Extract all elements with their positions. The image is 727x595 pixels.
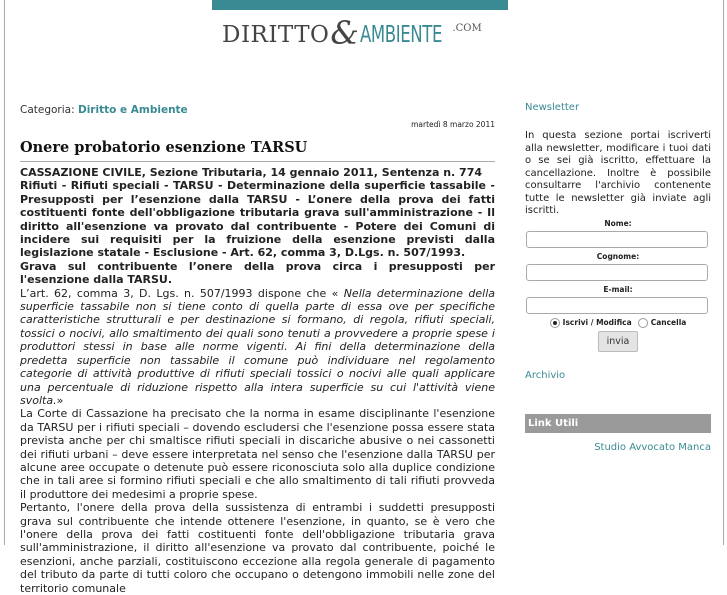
post-massima: Rifiuti - Rifiuti speciali - TARSU - Determinazione della superficie tassabile - Presupposti per l’esenzione dalla TARSU - L’onere della prova dei fatti costituenti fonte dell'obbligazione tributaria grava sull'amministrazione - Il diritto all'esenzione va provato dal contribuente - Potere dei Comuni di incidere sui requisiti per la fruizione della esenzione previsti dalla legislazione statale - Esclusione - Art. 62, comma 3, D.Lgs. n. 507/1993.	[20, 179, 495, 260]
links-section-title: Link Utili	[525, 414, 711, 433]
logo-text-com: .COM	[452, 23, 482, 34]
radio-unsubscribe[interactable]	[638, 318, 648, 328]
radio-unsubscribe-label: Cancella	[650, 317, 687, 327]
post-body	[20, 166, 495, 595]
quote-close: »	[56, 393, 64, 407]
cognome-label: Cognome:	[596, 251, 640, 261]
post-heading-line: CASSAZIONE CIVILE, Sezione Tributaria, 14 gennaio 2011, Sentenza n. 774	[20, 166, 483, 179]
page-border-right	[723, 0, 724, 545]
post-paragraph-3: Pertanto, l'onere della prova della sussistenza di entrambi i suddetti presupposti grava sul contribuente che intende ottenere l'esenzione, in quanto, se è vero che l'onere della prova dei fatti costituenti fonte dell'obbligazione tributaria grava sull'amministrazione, il diritto all'esenzione va provato dal contribuente, poiché le esenzioni, anche parziali, costituiscono eccezione alla regola generale di pagamento del tributo da parte di tutti coloro che occupano o detengono immobili nelle zone del territorio comunale	[20, 501, 495, 595]
category-link[interactable]: Diritto e Ambiente	[77, 104, 188, 116]
submit-button[interactable]: invia	[598, 331, 638, 352]
site-header	[212, 0, 508, 60]
post-date: martedì 8 marzo 2011	[411, 120, 495, 129]
logo-text-ambiente: AMBIENTE	[359, 22, 442, 48]
page-border-left	[4, 0, 5, 545]
newsletter-title: Newsletter	[525, 102, 580, 113]
nome-input[interactable]	[526, 231, 708, 248]
category-label: Categoria:	[20, 104, 75, 116]
site-logo[interactable]	[212, 14, 508, 52]
logo-ampersand: &	[330, 14, 359, 52]
nome-label: Nome:	[604, 218, 632, 228]
post-summary: Grava sul contribuente l’onere della prova circa i presupposti per l'esenzione dalla TARSU.	[20, 259, 495, 287]
radio-subscribe-option[interactable]	[550, 318, 632, 328]
email-label: E-mail:	[603, 284, 633, 294]
post-title: Onere probatorio esenzione TARSU	[20, 139, 495, 162]
link-studio-avvocato-manca[interactable]: Studio Avvocato Manca	[594, 441, 711, 453]
radio-subscribe-label: Iscrivi / Modifica	[562, 317, 632, 327]
sidebar	[525, 102, 711, 453]
logo-text-diritto: DIRITTO	[222, 22, 330, 48]
radio-subscribe[interactable]	[550, 318, 560, 328]
radio-unsubscribe-option[interactable]	[638, 318, 687, 328]
post-category	[20, 104, 495, 116]
subscription-radio-group	[525, 318, 711, 328]
email-input[interactable]	[526, 297, 708, 314]
newsletter-description: In questa sezione portai iscriverti alla newsletter, modificare i tuoi dati o se sei già iscritto, effettuare la cancellazione. Inoltre è possibile consultarre l'archivio contenente tutte le newsletter già inviate agli iscritti.	[525, 130, 711, 216]
post-paragraph-1	[20, 287, 495, 408]
header-accent-bar	[212, 0, 508, 10]
paragraph-1-intro: L’art. 62, comma 3, D. Lgs. n. 507/1993 dispone che «	[20, 286, 344, 300]
cognome-input[interactable]	[526, 264, 708, 281]
law-quote: Nella determinazione della superficie tassabile non si tiene conto di quella parte di essa ove per specifiche caratteristiche strutturali e per destinazione si formano, di regola, rifiuti speciali, tossici o nocivi, allo smaltimento dei quali sono tenuti a provvedere a proprie spese i produttori stessi in base alle norme vigenti. Ai fini della determinazione della predetta superficie non tassabile il comune può individuare nel regolamento categorie di attività produttive di rifiuti speciali tossici o nocivi alle quali applicare una percentuale di riduzione rispetto alla intera superficie su cui l'attività viene svolta.	[20, 286, 495, 407]
newsletter-form	[525, 219, 711, 352]
archive-link[interactable]: Archivio	[525, 369, 566, 381]
post-paragraph-2: La Corte di Cassazione ha precisato che la norma in esame disciplinante l'esenzione da TARSU per i rifiuti speciali – dovendo escludersi che l'esenzione possa essere stata prevista anche per chi smaltisce rifiuti speciali in discariche abusive o nei cassonetti dei rifiuti urbani – deve essere interpretata nel senso che l'esenzione dalla TARSU per alcune aree occupate o detenute può essere riconosciuta solo alla duplice condizione che in tali aree si formino rifiuti speciali e che allo smaltimento di tali rifiuti provveda il produttore dei medesimi a proprie spese.	[20, 407, 495, 501]
main-content	[20, 104, 495, 595]
